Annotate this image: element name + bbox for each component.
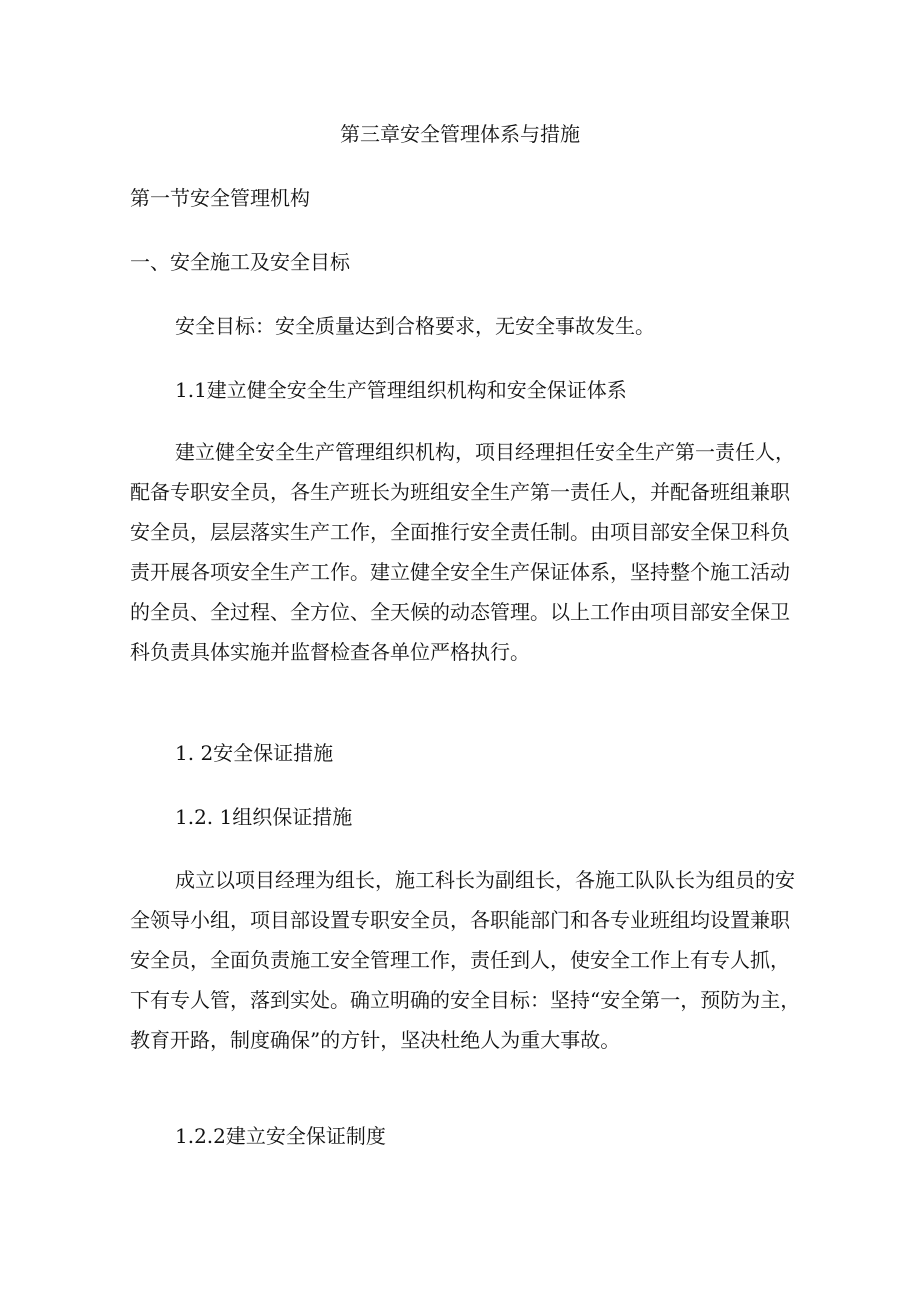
chapter-title: 第三章安全管理体系与措施 [340,122,580,146]
paragraph-line: 安全员，全面负责施工安全管理工作，责任到人，使安全工作上有专人抓， [130,948,790,972]
paragraph-line: 全领导小组，项目部设置专职安全员，各职能部门和各专业班组均设置兼职 [130,908,790,932]
paragraph-line: 科负责具体实施并监督检查各单位严格执行。 [130,640,530,664]
heading-1-1: 1.1建立健全安全生产管理组织机构和安全保证体系 [175,378,627,402]
heading-1-2-1: 1.2. 1组织保证措施 [175,805,353,829]
subsection-title: 一、安全施工及安全目标 [130,250,350,274]
paragraph-line: 的全员、全过程、全方位、全天候的动态管理。以上工作由项目部安全保卫 [130,600,790,624]
heading-1-2: 1. 2安全保证措施 [175,741,334,765]
paragraph-line: 教育开路，制度确保”的方针，坚决杜绝人为重大事故。 [130,1028,621,1052]
paragraph-organization [130,440,795,680]
safety-goal-text: 安全目标：安全质量达到合格要求，无安全事故发生。 [175,314,655,338]
paragraph-line: 责开展各项安全生产工作。建立健全安全生产保证体系，坚持整个施工活动 [130,560,790,584]
heading-1-2-2: 1.2.2建立安全保证制度 [175,1124,386,1148]
paragraph-line: 建立健全安全生产管理组织机构，项目经理担任安全生产第一责任人， [175,440,795,464]
paragraph-line: 配备专职安全员，各生产班长为班组安全生产第一责任人，并配备班组兼职 [130,480,790,504]
paragraph-line: 下有专人管，落到实处。确立明确的安全目标：坚持“安全第一，预防为主， [130,988,801,1012]
paragraph-line: 成立以项目经理为组长，施工科长为副组长，各施工队队长为组员的安 [175,868,795,892]
paragraph-organizational-measures [130,868,800,1068]
section-title: 第一节安全管理机构 [130,186,310,210]
paragraph-line: 安全员，层层落实生产工作，全面推行安全责任制。由项目部安全保卫科负 [130,520,790,544]
